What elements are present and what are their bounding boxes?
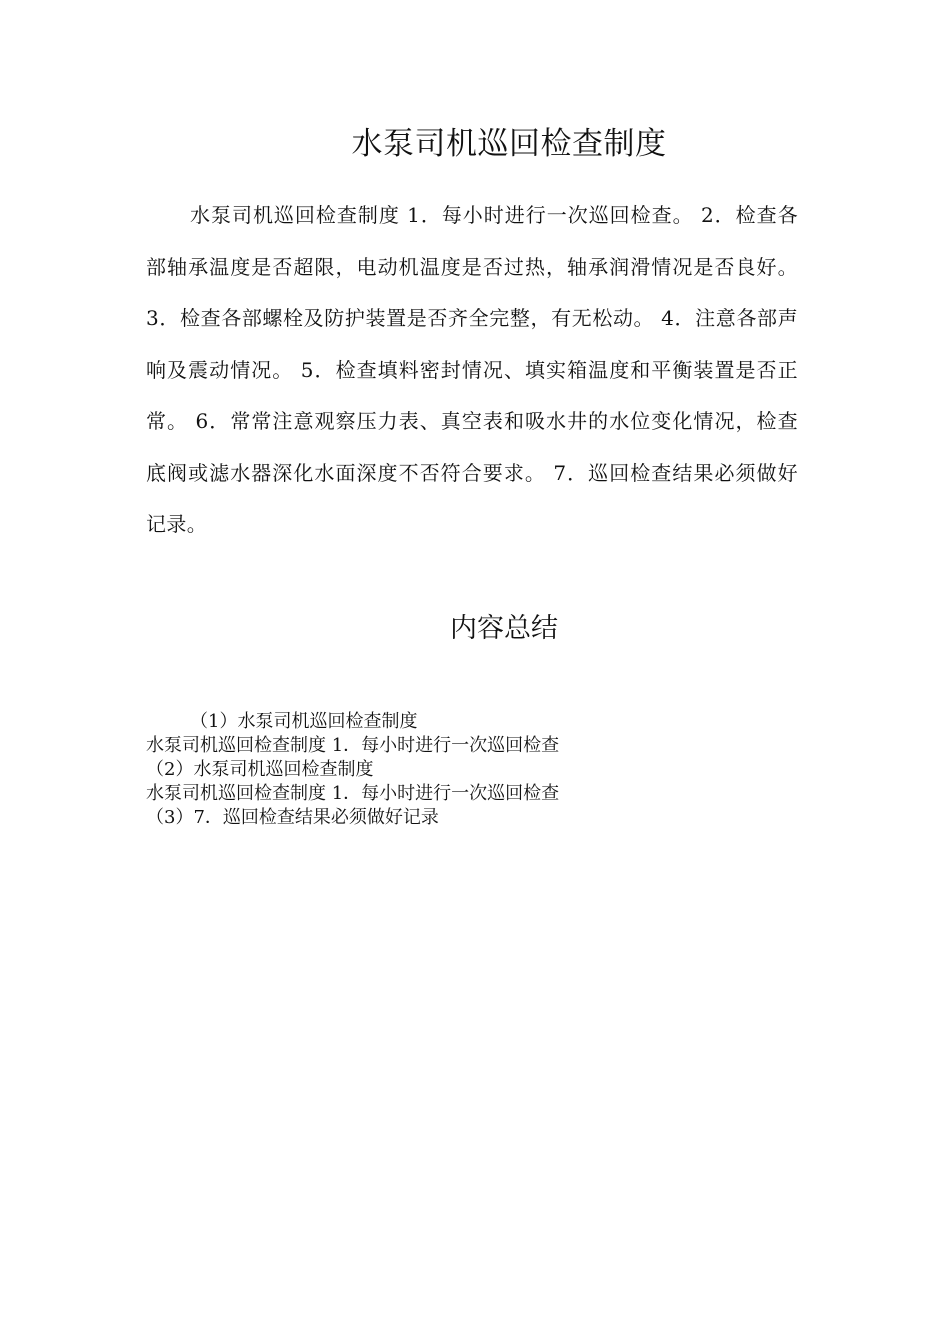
summary-list [146, 710, 846, 830]
document-title: 水泵司机巡回检查制度 [351, 126, 667, 162]
summary-line-5: （3）7．巡回检查结果必须做好记录 [146, 807, 439, 828]
summary-line-2: 水泵司机巡回检查制度 1．每小时进行一次巡回检查 [146, 735, 560, 756]
summary-title: 内容总结 [450, 613, 558, 644]
summary-line-4: 水泵司机巡回检查制度 1．每小时进行一次巡回检查 [146, 783, 560, 804]
summary-line-3: （2）水泵司机巡回检查制度 [146, 759, 374, 780]
summary-line-1: （1）水泵司机巡回检查制度 [190, 711, 418, 732]
document-body: 水泵司机巡回检查制度 1．每小时进行一次巡回检查。 2．检查各部轴承温度是否超限，电动机温度是否过热，轴承润滑情况是否良好。 3．检查各部螺栓及防护装置是否齐全完整，有无松动。 4．注意各部声响及震动情况。 5．检查填料密封情况、填实箱温度和平衡装置是否正常。 6．常常注意观察压力表、真空表和吸水井的水位变化情况，检查底阀或滤水器深化水面深度不否符合要求。 7．巡回检查结果必须做好记录。 [146, 203, 798, 536]
